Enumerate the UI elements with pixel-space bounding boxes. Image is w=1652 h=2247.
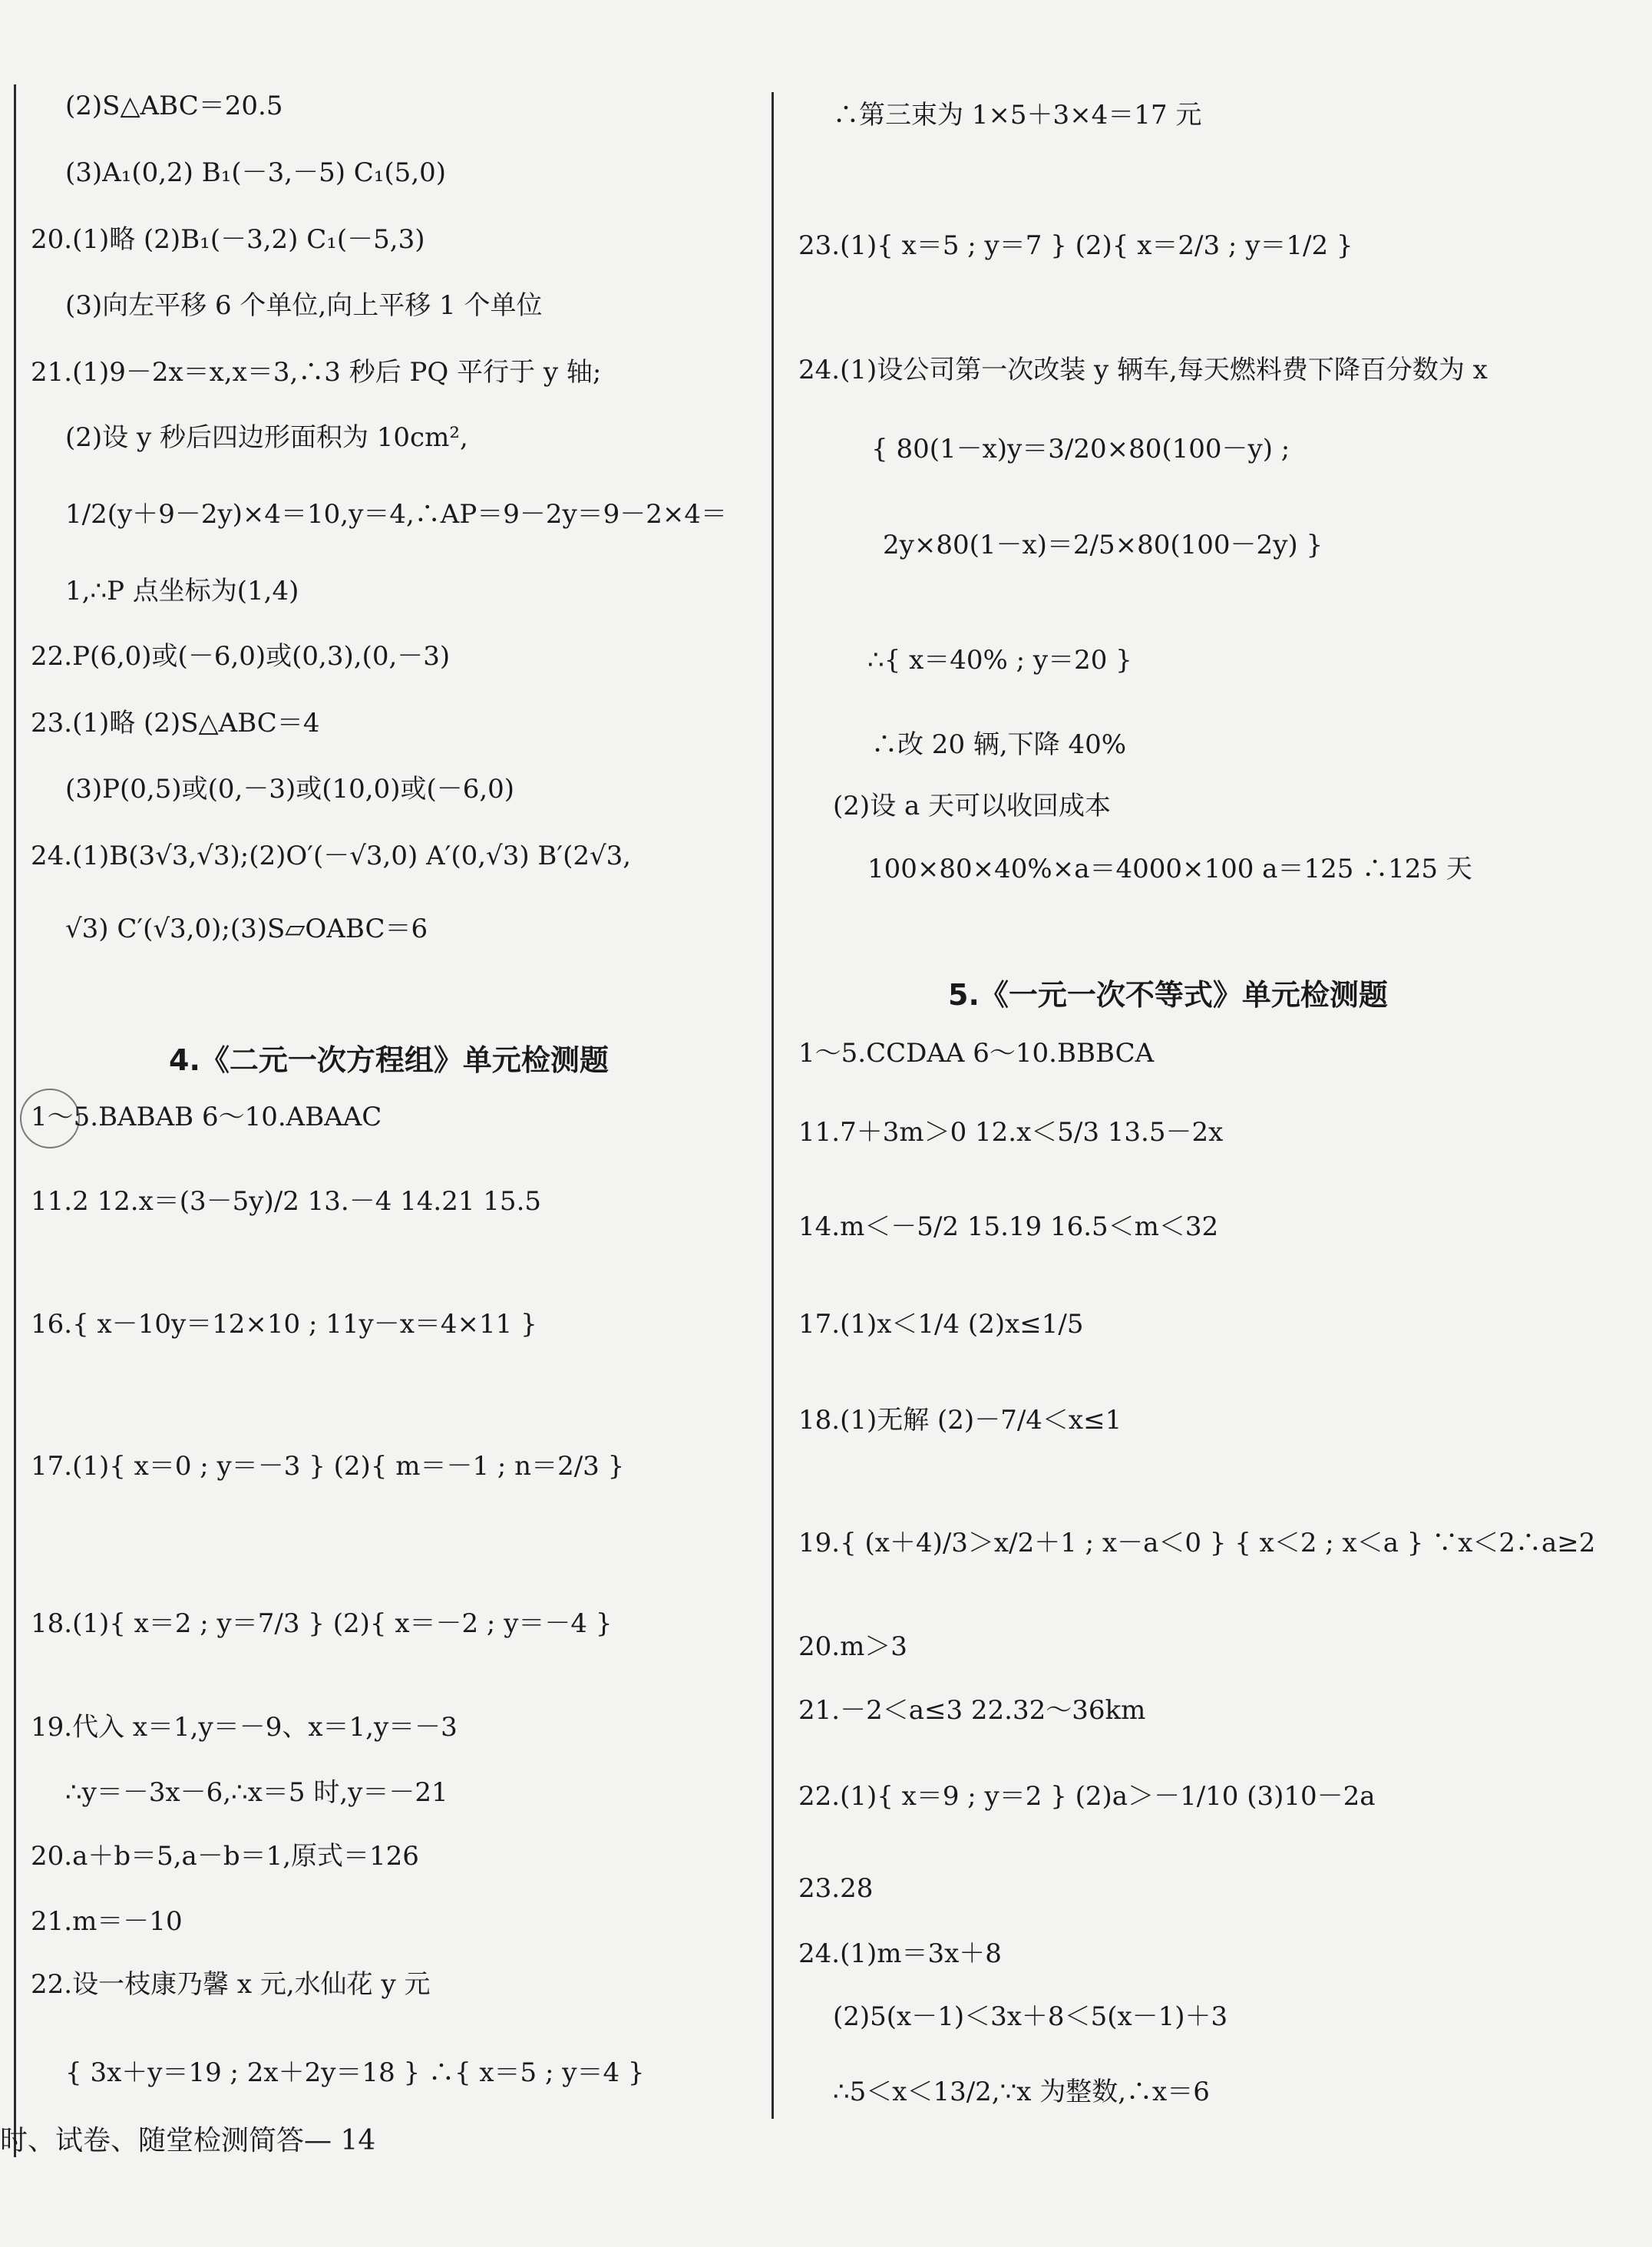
column-divider [771,92,774,2119]
section4-line: 1～5.BABAB 6～10.ABAAC [31,1102,382,1132]
section4-line: { 3x＋y＝19 ; 2x＋2y＝18 } ∴{ x＝5 ; y＝4 } [65,2057,645,2088]
section4-line: 17.(1){ x＝0 ; y＝－3 } (2){ m＝－1 ; n＝2/3 } [31,1451,625,1482]
section4-line: 21.m＝－10 [31,1906,183,1937]
section5-line: 1～5.CCDAA 6～10.BBBCA [798,1038,1155,1069]
section4-line: 18.(1){ x＝2 ; y＝7/3 } (2){ x＝－2 ; y＝－4 } [31,1608,613,1639]
left-line: 1,∴P 点坐标为(1,4) [65,576,299,606]
section5-line: 14.m＜－5/2 15.19 16.5＜m＜32 [798,1211,1219,1242]
section5-line: 19.{ (x＋4)/3＞x/2＋1 ; x－a＜0 } { x＜2 ; x＜a } ∵x＜2∴a≥2 [798,1528,1596,1558]
section5-line: 22.(1){ x＝9 ; y＝2 } (2)a＞－1/10 (3)10－2a [798,1781,1376,1812]
left-line: 1/2(y＋9－2y)×4＝10,y＝4,∴AP＝9－2y＝9－2×4＝ [65,499,728,530]
left-line: 20.(1)略 (2)B₁(－3,2) C₁(－5,3) [31,224,425,255]
left-line: 24.(1)B(3√3,√3);(2)O′(－√3,0) A′(0,√3) B′(2√3, [31,841,632,871]
section5-line: 11.7＋3m＞0 12.x＜5/3 13.5－2x [798,1117,1224,1148]
section5-line: 21.－2＜a≤3 22.32～36km [798,1695,1146,1726]
section4-line: 16.{ x－10y＝12×10 ; 11y－x＝4×11 } [31,1309,537,1340]
section4-line: ∴y＝－3x－6,∴x＝5 时,y＝－21 [65,1777,448,1808]
section5-line: 24.(1)m＝3x＋8 [798,1938,1002,1969]
section5-line: ∴5＜x＜13/2,∵x 为整数,∴x＝6 [833,2077,1210,2107]
right-line: { 80(1－x)y＝3/20×80(100－y) ; [871,434,1290,464]
right-line: 2y×80(1－x)＝2/5×80(100－2y) } [883,530,1323,560]
left-line: (3)A₁(0,2) B₁(－3,－5) C₁(5,0) [65,157,447,188]
section5-line: 17.(1)x＜1/4 (2)x≤1/5 [798,1309,1084,1340]
left-margin-rule [14,84,16,2157]
section5-line: 18.(1)无解 (2)－7/4＜x≤1 [798,1405,1122,1436]
left-line: √3) C′(√3,0);(3)S▱OABC＝6 [65,914,428,944]
left-line: (2)设 y 秒后四边形面积为 10cm², [65,422,468,453]
right-line: (2)设 a 天可以收回成本 [833,791,1112,821]
left-line: 21.(1)9－2x＝x,x＝3,∴3 秒后 PQ 平行于 y 轴; [31,357,602,388]
left-line: (2)S△ABC＝20.5 [65,91,283,121]
right-line: 23.(1){ x＝5 ; y＝7 } (2){ x＝2/3 ; y＝1/2 } [798,230,1353,261]
right-line: ∴第三束为 1×5＋3×4＝17 元 [833,100,1202,131]
section4-line: 22.设一枝康乃馨 x 元,水仙花 y 元 [31,1969,431,2000]
section4-line: 20.a＋b＝5,a－b＝1,原式＝126 [31,1841,419,1872]
section4-title: 4.《二元一次方程组》单元检测题 [169,1043,609,1077]
left-line: (3)向左平移 6 个单位,向上平移 1 个单位 [65,290,543,321]
page-footer: 时、试卷、随堂检测简答— 14 [0,2125,376,2156]
right-line: ∴改 20 辆,下降 40% [871,729,1127,760]
section5-line: 23.28 [798,1873,874,1904]
left-line: (3)P(0,5)或(0,－3)或(10,0)或(－6,0) [65,774,515,805]
left-line: 23.(1)略 (2)S△ABC＝4 [31,708,320,739]
right-line: 24.(1)设公司第一次改装 y 辆车,每天燃料费下降百分数为 x [798,355,1488,385]
section4-line: 19.代入 x＝1,y＝－9、x＝1,y＝－3 [31,1712,458,1743]
right-line: 100×80×40%×a＝4000×100 a＝125 ∴125 天 [867,854,1472,884]
section4-line: 11.2 12.x＝(3－5y)/2 13.－4 14.21 15.5 [31,1186,542,1217]
right-line: ∴{ x＝40% ; y＝20 } [867,645,1132,676]
section5-line: 20.m＞3 [798,1631,907,1662]
section5-title: 5.《一元一次不等式》单元检测题 [948,978,1388,1012]
left-line: 22.P(6,0)或(－6,0)或(0,3),(0,－3) [31,641,451,672]
section5-line: (2)5(x－1)＜3x＋8＜5(x－1)＋3 [833,2001,1228,2032]
